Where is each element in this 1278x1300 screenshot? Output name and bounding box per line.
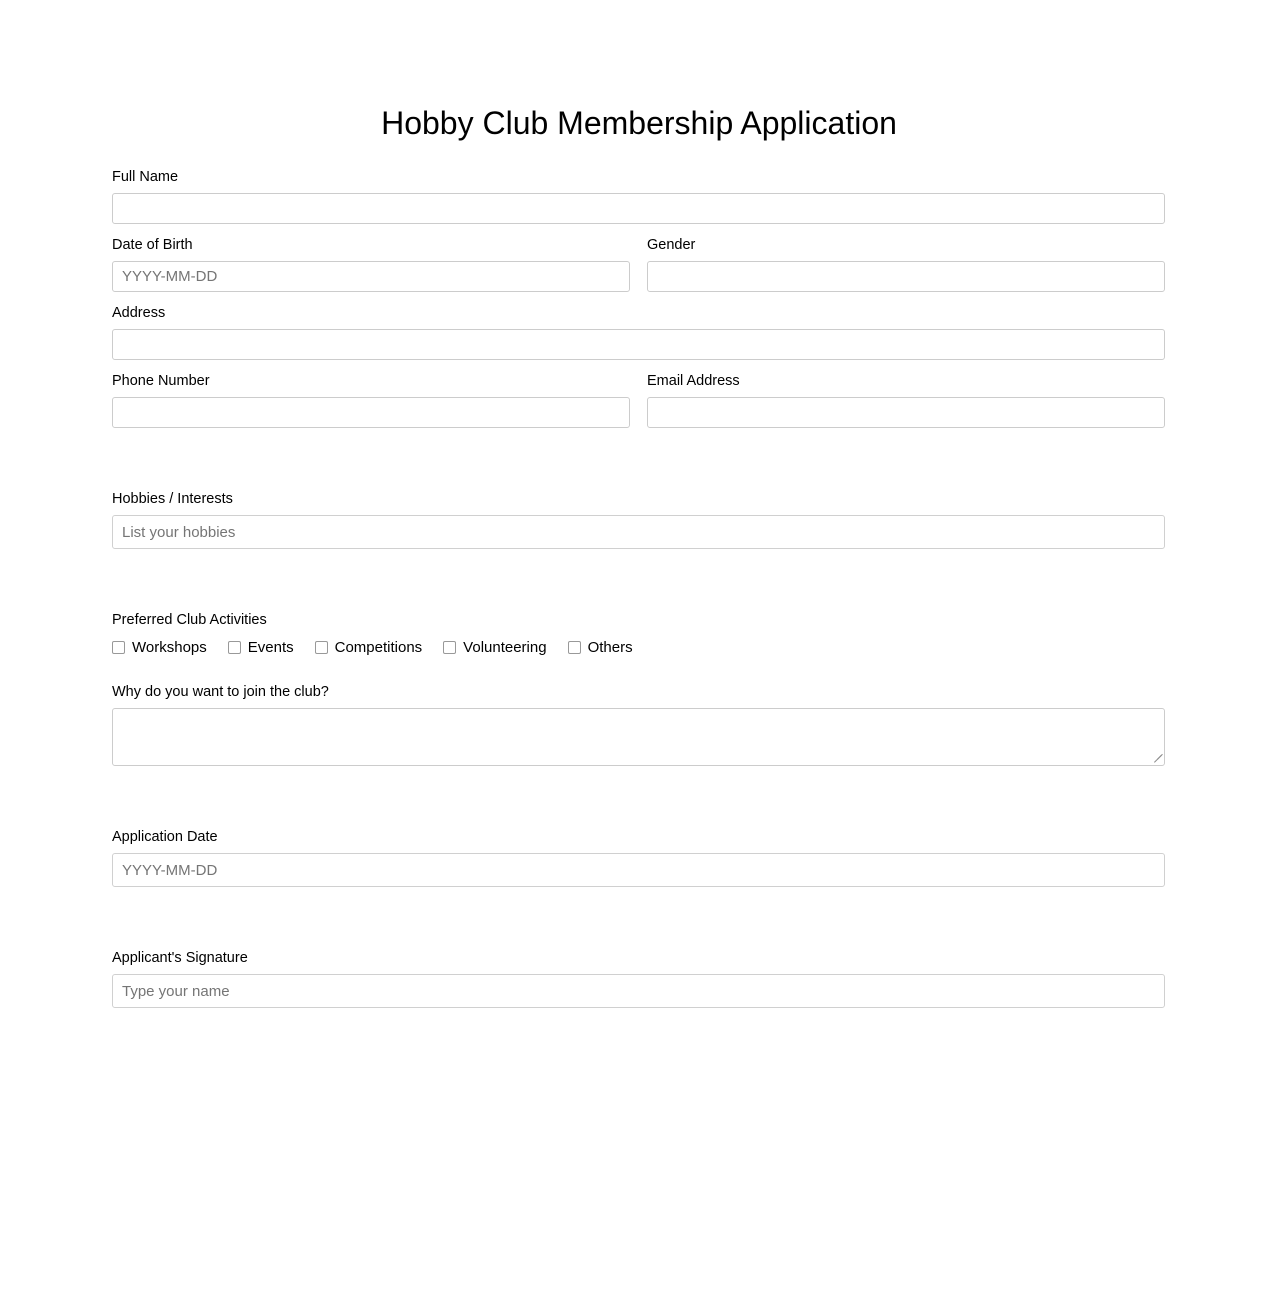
row-dob-gender bbox=[112, 236, 1165, 304]
label-application-date: Application Date bbox=[112, 829, 218, 845]
checkbox-events[interactable] bbox=[228, 641, 241, 654]
join-reason-textarea-wrapper bbox=[112, 708, 1165, 766]
label-email-address: Email Address bbox=[647, 373, 740, 389]
checkbox-item-competitions[interactable] bbox=[315, 638, 423, 657]
gender-input[interactable] bbox=[647, 261, 1165, 292]
phone-number-input[interactable] bbox=[112, 397, 630, 428]
checkbox-item-events[interactable] bbox=[228, 638, 294, 657]
label-hobbies: Hobbies / Interests bbox=[112, 491, 233, 507]
full-name-input[interactable] bbox=[112, 193, 1165, 224]
checkbox-label-competitions: Competitions bbox=[334, 639, 423, 656]
label-phone-number: Phone Number bbox=[112, 373, 210, 389]
field-join-reason bbox=[112, 683, 1165, 766]
checkbox-workshops[interactable] bbox=[112, 641, 125, 654]
label-gender: Gender bbox=[647, 237, 696, 253]
field-address bbox=[112, 304, 1165, 360]
field-hobbies bbox=[112, 490, 1165, 549]
checkbox-label-events: Events bbox=[247, 639, 294, 656]
field-gender bbox=[647, 236, 1165, 292]
label-join-reason: Why do you want to join the club? bbox=[112, 684, 329, 700]
field-email-address bbox=[647, 372, 1165, 428]
hobbies-input[interactable] bbox=[112, 515, 1165, 549]
section-spacer bbox=[112, 561, 1165, 611]
join-reason-textarea[interactable] bbox=[112, 708, 1165, 766]
label-date-of-birth: Date of Birth bbox=[112, 237, 193, 253]
checkbox-label-workshops: Workshops bbox=[132, 639, 207, 656]
section-spacer bbox=[112, 778, 1165, 828]
field-phone-number bbox=[112, 372, 630, 428]
field-application-date bbox=[112, 828, 1165, 887]
label-preferred-club-activities: Preferred Club Activities bbox=[112, 612, 267, 628]
section-spacer bbox=[112, 899, 1165, 949]
address-input[interactable] bbox=[112, 329, 1165, 360]
checkbox-item-others[interactable] bbox=[568, 638, 633, 657]
field-applicant-signature bbox=[112, 949, 1165, 1008]
checkbox-competitions[interactable] bbox=[315, 641, 328, 654]
activities-checkbox-row bbox=[112, 638, 1165, 657]
checkbox-others[interactable] bbox=[568, 641, 581, 654]
checkbox-item-workshops[interactable] bbox=[112, 638, 207, 657]
checkbox-volunteering[interactable] bbox=[443, 641, 456, 654]
application-date-input[interactable] bbox=[112, 853, 1165, 887]
field-full-name bbox=[112, 168, 1165, 224]
applicant-signature-input[interactable] bbox=[112, 974, 1165, 1008]
page-title: Hobby Club Membership Application bbox=[381, 105, 897, 141]
checkbox-item-volunteering[interactable] bbox=[443, 638, 546, 657]
email-address-input[interactable] bbox=[647, 397, 1165, 428]
section-spacer bbox=[112, 440, 1165, 490]
group-spacer bbox=[112, 669, 1165, 683]
label-applicant-signature: Applicant's Signature bbox=[112, 950, 248, 966]
row-phone-email bbox=[112, 372, 1165, 440]
membership-application-form bbox=[112, 168, 1165, 1020]
label-full-name: Full Name bbox=[112, 169, 179, 185]
label-address: Address bbox=[112, 305, 166, 321]
checkbox-label-others: Others bbox=[587, 639, 633, 656]
field-date-of-birth bbox=[112, 236, 630, 292]
field-preferred-club-activities bbox=[112, 611, 1165, 657]
checkbox-label-volunteering: Volunteering bbox=[463, 639, 547, 656]
date-of-birth-input[interactable] bbox=[112, 261, 630, 292]
